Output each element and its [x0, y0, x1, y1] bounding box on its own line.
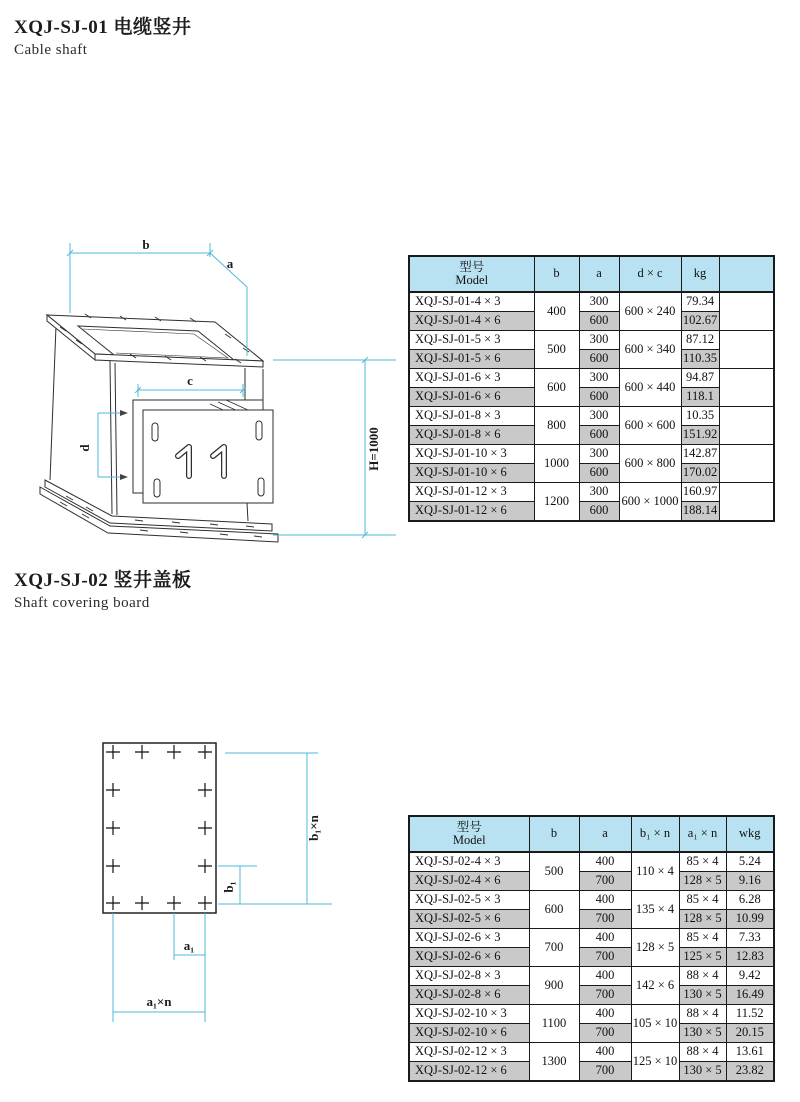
header-model-zh: 型号	[459, 259, 485, 274]
table-row	[409, 445, 774, 464]
cell-b: 1200	[534, 483, 579, 522]
cell-model: XQJ-SJ-02-4 × 6	[409, 872, 529, 891]
cell-model: XQJ-SJ-02-5 × 6	[409, 910, 529, 929]
header-a: a	[579, 256, 619, 292]
cell-wkg: 23.82	[726, 1062, 774, 1082]
table-row	[409, 891, 774, 910]
cell-model: XQJ-SJ-01-6 × 3	[409, 369, 534, 388]
cell-b: 500	[534, 331, 579, 369]
header-blank	[719, 256, 774, 292]
cell-model: XQJ-SJ-01-5 × 6	[409, 350, 534, 369]
dim-label-b1: b₁	[221, 881, 236, 893]
table-header-row	[409, 816, 774, 852]
cover-plate	[133, 400, 273, 503]
table-row	[409, 1062, 774, 1082]
header-a: a	[579, 816, 631, 852]
dim-label-h: H=1000	[366, 427, 381, 471]
table-row	[409, 1005, 774, 1024]
cell-blank	[719, 407, 774, 445]
cable-shaft-spec-table	[408, 255, 775, 522]
cell-model: XQJ-SJ-01-8 × 6	[409, 426, 534, 445]
cell-a: 700	[579, 910, 631, 929]
cell-model: XQJ-SJ-02-8 × 6	[409, 986, 529, 1005]
cell-kg: 188.14	[681, 502, 719, 522]
cell-kg: 142.87	[681, 445, 719, 464]
cell-a1n: 88 × 4	[679, 1005, 726, 1024]
cell-kg: 102.67	[681, 312, 719, 331]
header-model	[409, 256, 534, 292]
cell-a: 300	[579, 483, 619, 502]
section1-title-block	[14, 12, 191, 59]
cell-dxc: 600 × 600	[619, 407, 681, 445]
cell-kg: 79.34	[681, 292, 719, 312]
table-row	[409, 872, 774, 891]
cell-wkg: 5.24	[726, 852, 774, 872]
cell-dxc: 600 × 240	[619, 292, 681, 331]
cell-a: 700	[579, 1062, 631, 1082]
cell-kg: 160.97	[681, 483, 719, 502]
dimension-arrows	[120, 410, 128, 480]
cell-a: 600	[579, 350, 619, 369]
dim-label-b1n: b₁×n	[306, 815, 321, 841]
cell-kg: 87.12	[681, 331, 719, 350]
cell-model: XQJ-SJ-02-12 × 6	[409, 1062, 529, 1082]
cell-b: 1000	[534, 445, 579, 483]
table-row	[409, 967, 774, 986]
cell-a1n: 85 × 4	[679, 929, 726, 948]
cell-wkg: 13.61	[726, 1043, 774, 1062]
cell-b: 1300	[529, 1043, 579, 1082]
cell-b: 900	[529, 967, 579, 1005]
cell-kg: 118.1	[681, 388, 719, 407]
cell-model: XQJ-SJ-01-4 × 3	[409, 292, 534, 312]
cell-model: XQJ-SJ-02-6 × 6	[409, 948, 529, 967]
cell-b1n: 110 × 4	[631, 852, 679, 891]
cell-a: 400	[579, 1043, 631, 1062]
cell-a1n: 88 × 4	[679, 967, 726, 986]
cell-a: 400	[579, 891, 631, 910]
cell-a: 600	[579, 426, 619, 445]
cell-kg: 94.87	[681, 369, 719, 388]
dim-label-d: d	[77, 444, 92, 452]
cell-kg: 170.02	[681, 464, 719, 483]
cell-a: 700	[579, 986, 631, 1005]
cell-a: 300	[579, 292, 619, 312]
section1-subtitle: Cable shaft	[14, 42, 88, 58]
table-row	[409, 852, 774, 872]
cell-a1n: 130 × 5	[679, 1024, 726, 1043]
cell-model: XQJ-SJ-02-4 × 3	[409, 852, 529, 872]
cell-a: 600	[579, 464, 619, 483]
header-b: b	[534, 256, 579, 292]
header-model-en: Model	[452, 833, 486, 847]
section2-title: XQJ-SJ-02 竖井盖板	[14, 570, 192, 591]
cell-b1n: 142 × 6	[631, 967, 679, 1005]
cell-wkg: 10.99	[726, 910, 774, 929]
cell-a1n: 130 × 5	[679, 1062, 726, 1082]
cell-model: XQJ-SJ-01-5 × 3	[409, 331, 534, 350]
table-row	[409, 948, 774, 967]
cell-b: 800	[534, 407, 579, 445]
dim-label-a: a	[226, 256, 234, 271]
cell-a1n: 85 × 4	[679, 852, 726, 872]
cell-a: 700	[579, 872, 631, 891]
header-b: b	[529, 816, 579, 852]
dim-label-a1n: a₁×n	[146, 994, 172, 1009]
header-a1n: a₁ × n	[679, 816, 726, 852]
cell-a1n: 130 × 5	[679, 986, 726, 1005]
section1-title: XQJ-SJ-01 电缆竖井	[14, 17, 192, 38]
dim-label-c: c	[187, 373, 193, 388]
section2-title-block	[14, 565, 191, 612]
cell-b1n: 135 × 4	[631, 891, 679, 929]
cell-dxc: 600 × 800	[619, 445, 681, 483]
table-header-row	[409, 256, 774, 292]
header-wkg: wkg	[726, 816, 774, 852]
cable-shaft-drawing	[0, 230, 400, 550]
cell-b1n: 105 × 10	[631, 1005, 679, 1043]
cell-wkg: 6.28	[726, 891, 774, 910]
cell-a1n: 85 × 4	[679, 891, 726, 910]
table-row	[409, 407, 774, 426]
cell-b: 600	[529, 891, 579, 929]
cell-dxc: 600 × 440	[619, 369, 681, 407]
cell-model: XQJ-SJ-02-5 × 3	[409, 891, 529, 910]
cell-b: 700	[529, 929, 579, 967]
cell-wkg: 7.33	[726, 929, 774, 948]
cell-b: 500	[529, 852, 579, 891]
cell-kg: 10.35	[681, 407, 719, 426]
cell-wkg: 12.83	[726, 948, 774, 967]
cell-b: 600	[534, 369, 579, 407]
cell-blank	[719, 331, 774, 369]
cell-a: 300	[579, 369, 619, 388]
cell-model: XQJ-SJ-02-6 × 3	[409, 929, 529, 948]
cell-a: 300	[579, 445, 619, 464]
cell-model: XQJ-SJ-02-8 × 3	[409, 967, 529, 986]
header-model-en: Model	[455, 273, 489, 287]
cell-model: XQJ-SJ-01-12 × 3	[409, 483, 534, 502]
cell-a: 400	[579, 967, 631, 986]
cell-a: 400	[579, 852, 631, 872]
cell-kg: 110.35	[681, 350, 719, 369]
header-model	[409, 816, 529, 852]
cell-a: 600	[579, 312, 619, 331]
section2-subtitle: Shaft covering board	[14, 595, 150, 611]
cell-model: XQJ-SJ-02-10 × 6	[409, 1024, 529, 1043]
cell-a: 400	[579, 929, 631, 948]
cell-model: XQJ-SJ-01-6 × 6	[409, 388, 534, 407]
table-row	[409, 929, 774, 948]
table-row	[409, 1024, 774, 1043]
cell-blank	[719, 292, 774, 331]
cell-blank	[719, 483, 774, 522]
cell-a: 400	[579, 1005, 631, 1024]
table-row	[409, 292, 774, 312]
cell-model: XQJ-SJ-02-10 × 3	[409, 1005, 529, 1024]
dim-label-a1: a₁	[183, 938, 195, 953]
cell-a: 600	[579, 502, 619, 522]
cell-a: 700	[579, 1024, 631, 1043]
header-kg: kg	[681, 256, 719, 292]
cell-b1n: 125 × 10	[631, 1043, 679, 1082]
cell-a1n: 128 × 5	[679, 872, 726, 891]
covering-board-drawing	[0, 720, 360, 1030]
cell-wkg: 20.15	[726, 1024, 774, 1043]
header-b1n: b₁ × n	[631, 816, 679, 852]
table-row	[409, 331, 774, 350]
table-row	[409, 986, 774, 1005]
cell-model: XQJ-SJ-01-10 × 6	[409, 464, 534, 483]
covering-board-spec-table	[408, 815, 775, 1082]
cell-b: 400	[534, 292, 579, 331]
cell-a1n: 128 × 5	[679, 910, 726, 929]
header-model-zh: 型号	[456, 819, 482, 834]
cell-kg: 151.92	[681, 426, 719, 445]
table-row	[409, 1043, 774, 1062]
table-row	[409, 369, 774, 388]
cell-wkg: 11.52	[726, 1005, 774, 1024]
cell-model: XQJ-SJ-01-4 × 6	[409, 312, 534, 331]
cell-blank	[719, 445, 774, 483]
cell-dxc: 600 × 1000	[619, 483, 681, 522]
top-flange	[47, 314, 263, 367]
cell-a: 600	[579, 388, 619, 407]
dim-label-b: b	[142, 237, 150, 252]
cell-a1n: 88 × 4	[679, 1043, 726, 1062]
cell-a: 300	[579, 407, 619, 426]
cell-model: XQJ-SJ-01-10 × 3	[409, 445, 534, 464]
cell-model: XQJ-SJ-01-12 × 6	[409, 502, 534, 522]
cell-a1n: 125 × 5	[679, 948, 726, 967]
cell-a: 700	[579, 948, 631, 967]
table-row	[409, 910, 774, 929]
cell-model: XQJ-SJ-02-12 × 3	[409, 1043, 529, 1062]
cell-wkg: 9.42	[726, 967, 774, 986]
table-row	[409, 483, 774, 502]
cell-blank	[719, 369, 774, 407]
cell-wkg: 16.49	[726, 986, 774, 1005]
cell-wkg: 9.16	[726, 872, 774, 891]
header-dxc: d × c	[619, 256, 681, 292]
cell-b1n: 128 × 5	[631, 929, 679, 967]
cell-model: XQJ-SJ-01-8 × 3	[409, 407, 534, 426]
cell-a: 300	[579, 331, 619, 350]
cell-b: 1100	[529, 1005, 579, 1043]
cell-dxc: 600 × 340	[619, 331, 681, 369]
